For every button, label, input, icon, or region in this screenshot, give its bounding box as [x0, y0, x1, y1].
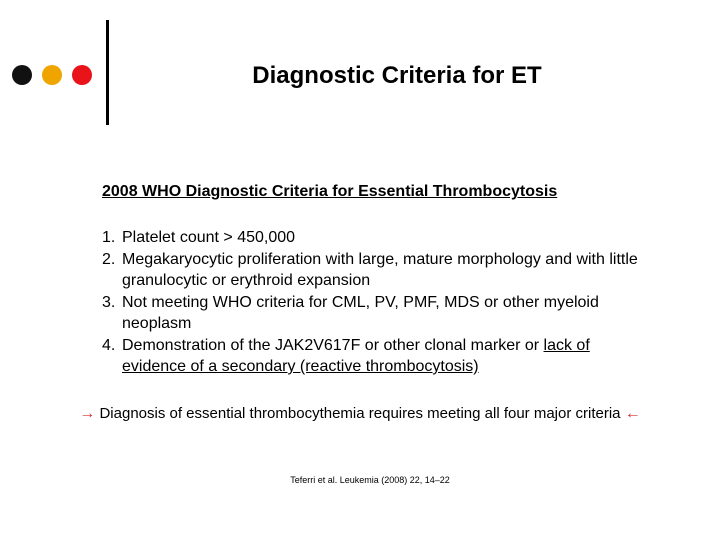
title-divider: [106, 20, 109, 125]
criterion-text: Not meeting WHO criteria for CML, PV, PMF, MDS or other myeloid neoplasm: [122, 293, 599, 332]
conclusion-line: [0, 405, 720, 423]
criterion-2: [102, 249, 642, 292]
criteria-list: [102, 227, 642, 378]
right-arrow-icon: →: [79, 405, 96, 422]
criterion-number: 4.: [102, 336, 116, 354]
criterion-4: [102, 335, 642, 378]
decorative-dot-red: [72, 65, 92, 85]
criterion-text: Platelet count > 450,000: [122, 229, 296, 246]
criterion-text-plain: Demonstration of the JAK2V617F or other clonal marker or: [122, 336, 544, 354]
criteria-heading: 2008 WHO Diagnostic Criteria for Essential Thrombocytosis: [102, 183, 558, 200]
criterion-text-underlined: lack of evidence of a secondary (reactive thrombocytosis): [122, 336, 590, 375]
left-arrow-icon: ←: [624, 405, 641, 422]
decorative-dot-dark: [12, 65, 32, 85]
decorative-dot-orange: [42, 65, 62, 85]
criterion-text: Megakaryocytic proliferation with large, mature morphology and with little granulocytic or erythroid expansion: [122, 250, 638, 289]
criterion-text: [122, 335, 642, 378]
slide-title: Diagnostic Criteria for ET: [252, 62, 542, 89]
criterion-3: [102, 292, 642, 335]
criterion-number: 1.: [102, 229, 116, 246]
citation: Teferri et al. Leukemia (2008) 22, 14–22: [290, 475, 450, 485]
criterion-number: 2.: [102, 250, 116, 268]
criterion-number: 3.: [102, 293, 116, 311]
criterion-1: [102, 227, 642, 249]
conclusion-text: Diagnosis of essential thrombocythemia requires meeting all four major criteria: [99, 405, 621, 422]
